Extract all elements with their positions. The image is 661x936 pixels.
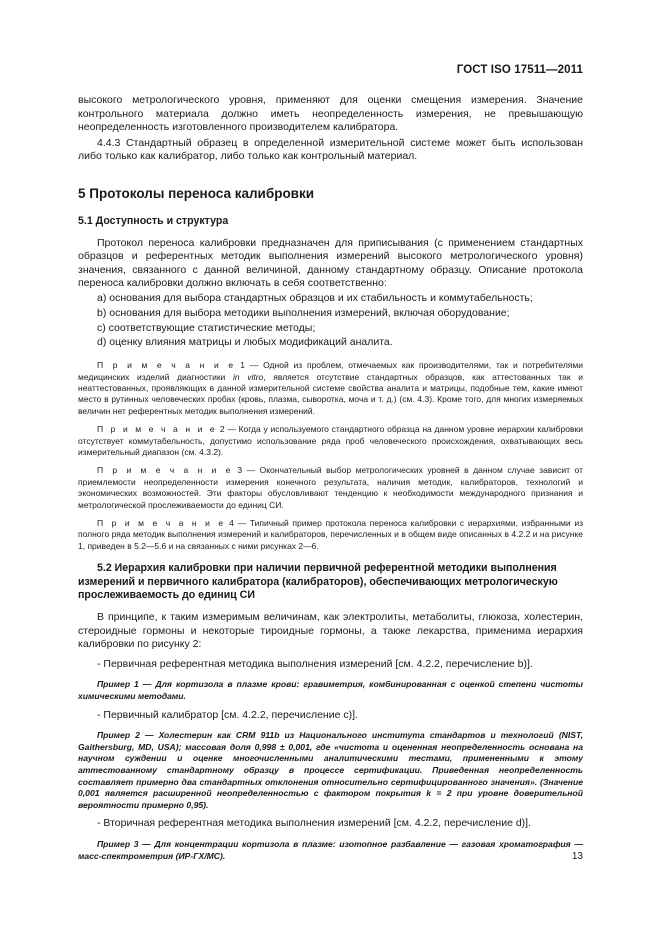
note-label: П р и м е ч а н и е [97,360,236,371]
list-item: a) основания для выбора стандартных образцов и их стабильность и коммутабельность; [97,291,533,304]
dash-item-primary-method: - Первичная референтная методика выполнения измерений [см. 4.2.2, перечисление b)]. [97,657,533,670]
document-page [78,0,583,936]
intro-paragraph: высокого метрологического уровня, применяют для оценки смещения измерения. Значение контрольного материала должно иметь неопределенность измерения, не превышающую неопределенность изготовленного производителем калибратора. [78,94,583,134]
note-label: П р и м е ч а н и е [97,424,218,435]
example-3: Пример 3 — Для концентрации кортизола в плазме: изотопное разбавление — газовая хроматография — масс-спектрометрия (ИР-ГХ/МС). [78,838,583,861]
section-5-1-paragraph: Протокол переноса калибровки предназначен для приписывания (с применением стандартных образцов и референтных методик выполнения измерений высокого метрологического уровня) значения, связанного с данной величиной, данному стандартному образцу. Описание протокола переноса калибровки должно включать в себя соответственно: [78,236,583,290]
example-2: Пример 2 — Холестерин как CRM 911b из Национального института стандартов и технологий (NIST, Gaithersburg, MD, USA); массовая доля 0,998 ± 0,001, где «чистота и оцененная неопределенность основана на научном суждении и оценке многочисленными аналитическими тестами, примененными к этому аттестованному стандартному образцу в процессе сертификации. Приведенная неопределенность составляет примерно два стандартных отклонения относительно сертифицированного значения». (Значение 0,001 является расширенной неопределенностью с фактором покрытия k = 2 при уровне доверительной вероятности примерно 0,95). [78,730,583,810]
note-1: П р и м е ч а н и е 1 — Одной из проблем, отмечаемых как производителями, так и потребителями медицинских изделий диагностики in vitro, является отсутствие стандартных образцов, как аттестованных так и неаттестованных, проявляющих в данной измерительной системе свойства аналита и матрицы, подобные тем, какие имеют место в рутинных человеческих пробах (кровь, плазма, сыворотка, моча и т. д.) (см. 4.3). Кроме того, для многих измеряемых величин нет референтных методик выполнения измерений. [78,360,584,416]
note-4: П р и м е ч а н и е 4 — Типичный пример протокола переноса калибровки с иерархиями, избранными из полного ряда методик выполнения измерений и калибраторов, перечисленных и в общем виде описанных в 4.2.2 и на рисунке 1, приведен в 5.2—5.6 и на связанных с ними рисунках 2—6. [78,518,584,551]
list-item: b) основания для выбора методики выполнения измерений, включая оборудование; [97,306,510,319]
section-5-1-heading: 5.1 Доступность и структура [78,214,229,227]
requirements-list [78,291,583,350]
page-number: 13 [571,851,583,862]
dash-item-primary-calibrator: - Первичный калибратор [см. 4.2.2, перечисление c)]. [97,708,358,721]
section-5-2-heading: 5.2 Иерархия калибровки при наличии первичной референтной методики выполнения измерений и первичного калибратора (калибраторов), обеспечивающих метрологическую прослеживаемость до единиц СИ [78,562,558,602]
clause-4-4-3: 4.4.3 Стандартный образец в определенной измерительной системе может быть использован либо только как калибратор, либо только как контрольный материал. [78,136,583,163]
list-item: c) соответствующие статистические методы; [97,321,316,334]
list-item: d) оценку влияния матрицы и любых модификаций аналита. [97,336,393,349]
note-label: П р и м е ч а н и е [97,465,233,476]
document-body [78,94,583,862]
note-3: П р и м е ч а н и е 3 — Окончательный выбор метрологических уровней в данном случае зависит от приемлемости неопределенности измерения конечного результата, наличия методик, калибраторов, технологий и экономических возможностей. Эти факторы обусловливают тенденцию к необходимости международного признания и метрологической прослеживаемости до единиц СИ. [78,465,583,510]
example-1: Пример 1 — Для кортизола в плазме крови: гравиметрия, комбинированная с оценкой степени чистоты химическими методами. [78,679,583,701]
document-header: ГОСТ ISO 17511—2011 [456,64,583,76]
section-5-2-paragraph: В принципе, к таким измеримым величинам, как электролиты, метаболиты, глюкоза, холестерин, стероидные гормоны и некоторые тироидные гормоны, а также лекарства, применима иерархия калибровки по рисунку 2: [78,611,583,651]
note-2: П р и м е ч а н и е 2 — Когда у используемого стандартного образца на данном уровне иерархии калибровки отсутствует коммутабельность, допустимо использование ряда проб человеческого происхождения, охватывающих весь измерительный диапазон (см. 4.3.2). [78,424,583,457]
note-label: П р и м е ч а н и е [97,518,226,528]
dash-item-secondary-method: - Вторичная референтная методика выполнения измерений [см. 4.2.2, перечисление d)]. [97,817,532,830]
section-5-heading: 5 Протоколы переноса калибровки [78,185,315,201]
